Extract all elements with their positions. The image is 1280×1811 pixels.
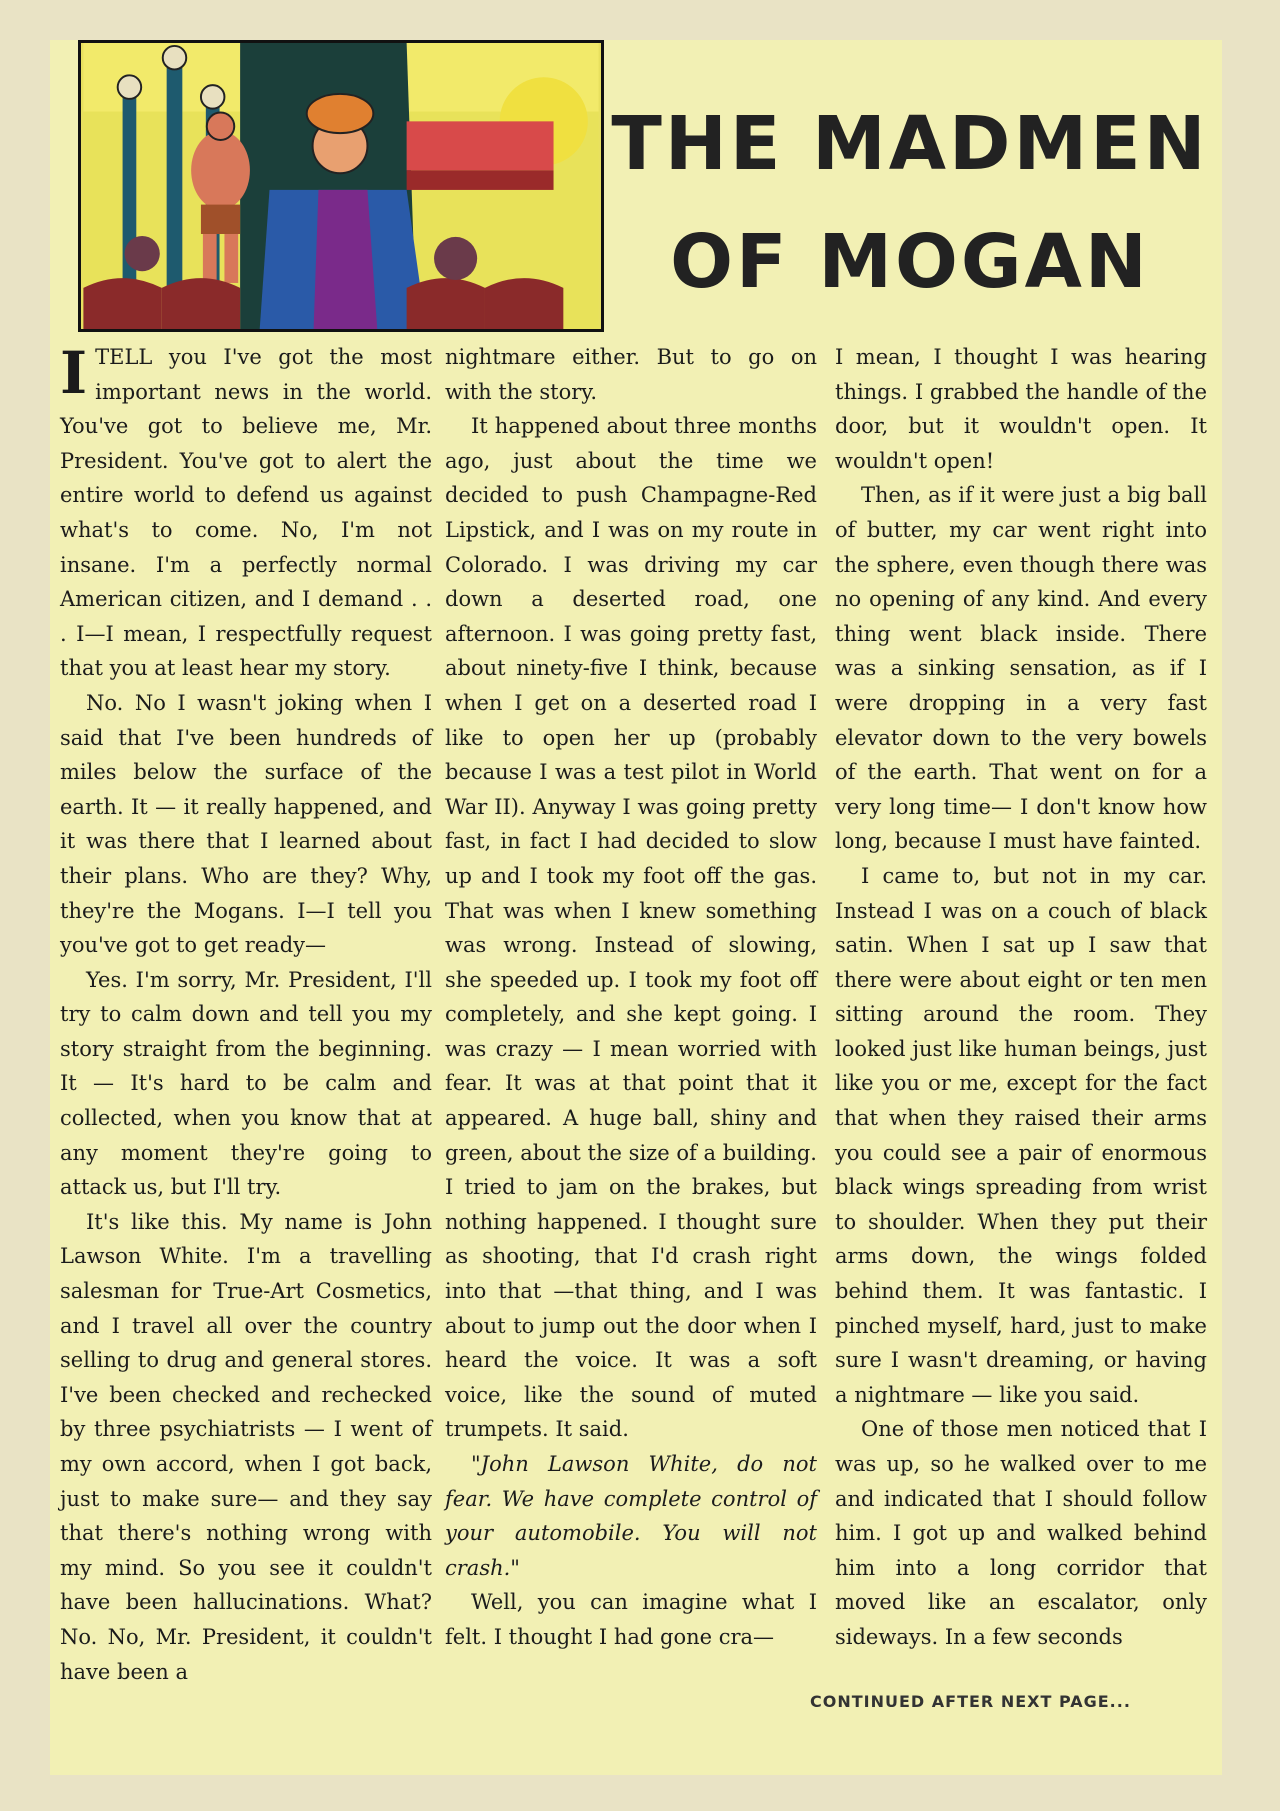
story-title [610,85,1210,321]
paragraph: It's like this. My name is John Lawson White. I'm a travelling salesman for True-Art Cosmetics, and I travel all over the country selling to drug and general stores. I've been checked and rechecked by three psychiatrists — I went of my own accord, when I got back, just to make sure— and they say that there's nothing wrong with my mind. So you see it couldn't have been hallucinations. What? No. No, Mr. President, it couldn't have been a [60,1209,432,1684]
title-line-1: THE MADMEN [611,101,1209,187]
title-line-2: OF MOGAN [670,219,1150,305]
paragraph: Then, as if it were just a big ball of butter, my car went right into the sphere, even though there was no opening of any kind. And every thing went black inside. There was a sinking sensation, as if I were dropping in a very fast elevator down to the very bowels of the earth. That went on for a very long time— I don't know how long, because I must have fainted. [835,483,1207,854]
paragraph: Yes. I'm sorry, Mr. President, I'll try to calm down and tell you my story straight from the beginning. It — It's hard to be calm and collected, when you know that at any moment they're going to attack us, but I'll try. [60,967,432,1200]
continued-note: CONTINUED AFTER NEXT PAGE... [810,1692,1131,1711]
paragraph: No. No I wasn't joking when I said that I've been hundreds of miles below the surface of the earth. It — it really happened, and it was there that I learned about their plans. Who are they? Why, they're the Mogans. I—I tell you you've got to get ready— [60,690,432,958]
comic-panel [78,40,604,332]
text-column-2 [445,340,817,1655]
story-page [50,40,1222,1775]
paragraph: It happened about three months ago, just about the time we decided to push Champagne-Red Lipstick, and I was on my route in Colorado. I was driving my car down a deserted road, one afternoon. I was going pretty fast, about ninety-five I think, because when I get on a deserted road I like to open her up (probably because I was a test pilot in World War II). Anyway I was going pretty fast, in fact I had decided to slow up and I took my foot off the gas. That was when I knew something was wrong. Instead of slowing, she speeded up. I took my foot off completely, and she kept going. I was crazy — I mean worried with fear. It was at that point that it appeared. A huge ball, shiny and green, about the size of a building. I tried to jam on the brakes, but nothing happened. I thought sure as shooting, that I'd crash right into that —that thing, and I was about to jump out the door when I heard the voice. It was a soft voice, like the sound of muted trumpets. It said. [445,414,817,1442]
paragraph: "John Lawson White, do not fear. We have complete control of your automobile. You will not crash." [445,1452,817,1580]
paragraph: I came to, but not in my car. Instead I was on a couch of black satin. When I sat up I saw that there were about eight or ten men sitting around the room. They looked just like human beings, just like you or me, except for the fact that when they raised their arms you could see a pair of enormous black wings spreading from wrist to shoulder. When they put their arms down, the wings folded behind them. It was fantastic. I pinched myself, hard, just to make sure I wasn't dreaming, or having a nightmare — like you said. [835,863,1207,1407]
paragraph: nightmare either. But to go on with the story. [445,345,817,404]
paragraph: ITELL you I've got the most important news in the world. You've got to believe me, Mr. President. You've got to alert the entire world to defend us against what's to come. No, I'm not insane. I'm a perfectly normal American citizen, and I demand . . . I—I mean, I respectfully request that you at least hear my story. [60,339,432,681]
comic-panel-illustration [81,43,601,329]
paragraph: I mean, I thought I was hearing things. I grabbed the handle of the door, but it wouldn't open. It wouldn't open! [835,345,1207,473]
paragraph: Well, you can imagine what I felt. I thought I had gone cra— [445,1590,817,1649]
paragraph: One of those men noticed that I was up, so he walked over to me and indicated that I should follow him. I got up and walked behind him into a long corridor that moved like an escalator, only sideways. In a few seconds [835,1417,1207,1649]
text-column-1 [60,340,432,1689]
text-column-3 [835,340,1207,1655]
drop-cap: I [60,339,88,407]
